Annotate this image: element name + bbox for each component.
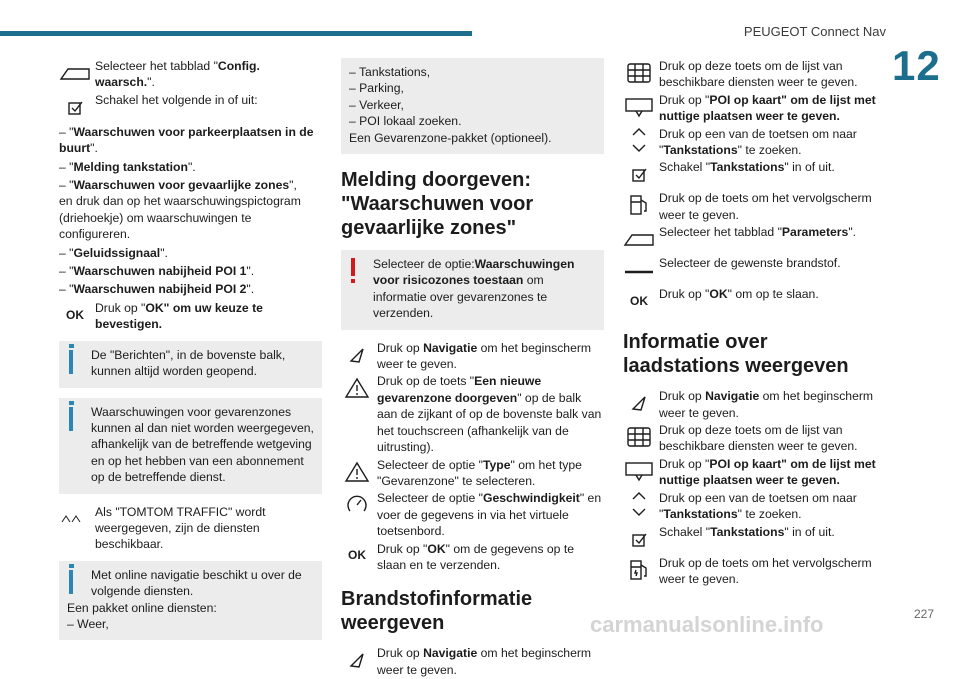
step-next-screen: Druk op de toets om het vervolgscherm weer te geven. [623,190,886,223]
step-ok: OK Druk op "OK" om uw keuze te bevestigen. [59,300,322,333]
step-services: Druk op deze toets om de lijst van beschikbare diensten weer te geven. [623,422,886,455]
step-ok-send: OK Druk op "OK" om de gegevens op te slaan en te verzenden. [341,541,604,574]
step-services: Druk op deze toets om de lijst van beschikbare diensten weer te geven. [623,58,886,91]
step-navigation: Druk op Navigatie om het beginscherm weer te geven. [341,645,604,678]
chevron-up-icon [623,488,655,504]
warning-triangle-icon [341,375,373,401]
info-box-danger-zones: Waarschuwingen voor gevarenzones kunnen al dan niet worden weergegeven, afhankelijk van de betreffende wetgeving en op het hebben van een abonnement op de betreffende dienst. [59,398,322,494]
step-next-screen: Druk op de toets om het vervolgscherm weer te geven. [623,555,886,588]
page-number: 227 [913,607,934,621]
step-speed: Selecteer de optie "Geschwindigkeit" en voer de gegevens in via het virtuele toetsenbord. [341,490,604,539]
chapter-number: 12 [892,42,941,89]
column-1 [59,58,322,650]
step-tomtom: Als "TOMTOM TRAFFIC" wordt weergegeven, zijn de diensten beschikbaar. [59,504,322,553]
watermark: carmanualsonline.info [590,612,824,637]
heading-charging-info: Informatie over laadstations weergeven [623,331,849,378]
step-type: Selecteer de optie "Type" om het type "Gevarenzone" te selecteren. [341,457,604,490]
chevron-down-icon [623,504,655,520]
option-sound: – "Geluidssignaal". [59,245,168,260]
tomtom-logo-icon [59,506,91,532]
speedometer-icon [341,492,373,518]
info-icon [69,350,73,374]
column-3 [623,58,886,588]
ok-button-icon: OK [348,548,366,563]
step-navigation: Druk op Navigatie om het beginscherm weer te geven. [623,388,886,421]
option-danger: – "Waarschuwen voor gevaarlijke zones", en druk dan op het waarschuwingspictogram (driehoekje) om waarschuwingen te configureren. [59,178,301,242]
step-navigation: Druk op Navigatie om het beginscherm weer te geven. [341,340,604,373]
step-search-fuel: Druk op een van de toetsen om naar "Tankstations" te zoeken. [623,490,886,523]
tab-icon [623,226,655,252]
info-box-messages: De "Berichten", in de bovenste balk, kunnen altijd worden geopend. [59,341,322,388]
poi-map-icon [623,458,655,484]
services-grid-icon [623,424,655,450]
heading-fuel-info: Brandstofinformatie weergeven [341,588,533,635]
step-poi-map: Druk op "POI op kaart" om de lijst met nuttige plaatsen weer te geven. [623,92,886,125]
checkbox-icon [623,161,655,187]
step-parameters-tab: Selecteer het tabblad "Parameters". [623,224,886,254]
header-accent-bar [0,31,472,36]
option-fuel: – "Melding tankstation". [59,159,196,174]
fuel-pump-icon [623,192,655,218]
step-toggle-fuel: Schakel "Tankstations" in of uit. [623,524,886,554]
option-poi1: – "Waarschuwen nabijheid POI 1". [59,264,255,279]
list-item-icon [623,257,655,283]
navigation-arrow-icon [341,647,373,673]
info-box-online: Met online navigatie beschikt u over de volgende diensten. Een pakket online diensten: – Weer, [59,561,322,641]
services-grid-icon [623,60,655,86]
ok-button-icon: OK [630,294,648,309]
option-poi2: – "Waarschuwen nabijheid POI 2". [59,282,255,297]
poi-map-icon [623,94,655,120]
step-new-danger: Druk op de toets "Een nieuwe gevarenzone doorgeven" op de balk aan de zijkant of op de bovenste balk van het touchscreen (afhankelijk van de uitrusting). [341,373,604,455]
warning-box: Selecteer de optie:Waarschuwingen voor risicozones toestaan om informatie over gevarenzones te verzenden. [341,250,604,330]
step-search-fuel: Druk op een van de toetsen om naar "Tankstations" te zoeken. [623,126,886,159]
charging-station-icon [623,557,655,583]
step-ok-save: OK Druk op "OK" om op te slaan. [623,286,886,316]
warning-icon [351,258,355,276]
heading-report-danger: Melding doorgeven: "Waarschuwen voor gevaarlijke zones" [341,169,534,240]
info-icon [69,570,73,594]
warning-triangle-icon [341,459,373,485]
step-toggle-fuel: Schakel "Tankstations" in of uit. [623,159,886,189]
chevron-down-icon [623,140,655,156]
info-icon [69,407,73,431]
navigation-arrow-icon [341,342,373,368]
tab-icon [59,60,91,86]
checkbox-icon [623,526,655,552]
checkbox-icon [59,94,91,120]
navigation-arrow-icon [623,390,655,416]
column-2 [341,58,604,679]
services-list-box: – Tankstations, – Parking, – Verkeer, – POI lokaal zoeken. Een Gevarenzone-pakket (optioneel). [341,58,604,154]
step-select-fuel: Selecteer de gewenste brandstof. [623,255,886,285]
header-title: PEUGEOT Connect Nav [743,24,886,39]
step-config-tab: Selecteer het tabblad "Config. waarsch.". [59,58,322,91]
chevron-up-icon [623,124,655,140]
ok-button-icon: OK [66,307,84,322]
step-poi-map: Druk op "POI op kaart" om de lijst met nuttige plaatsen weer te geven. [623,456,886,489]
step-toggle: Schakel het volgende in of uit: [59,92,322,122]
option-parking: – "Waarschuwen voor parkeerplaatsen in de buurt". [59,124,314,156]
